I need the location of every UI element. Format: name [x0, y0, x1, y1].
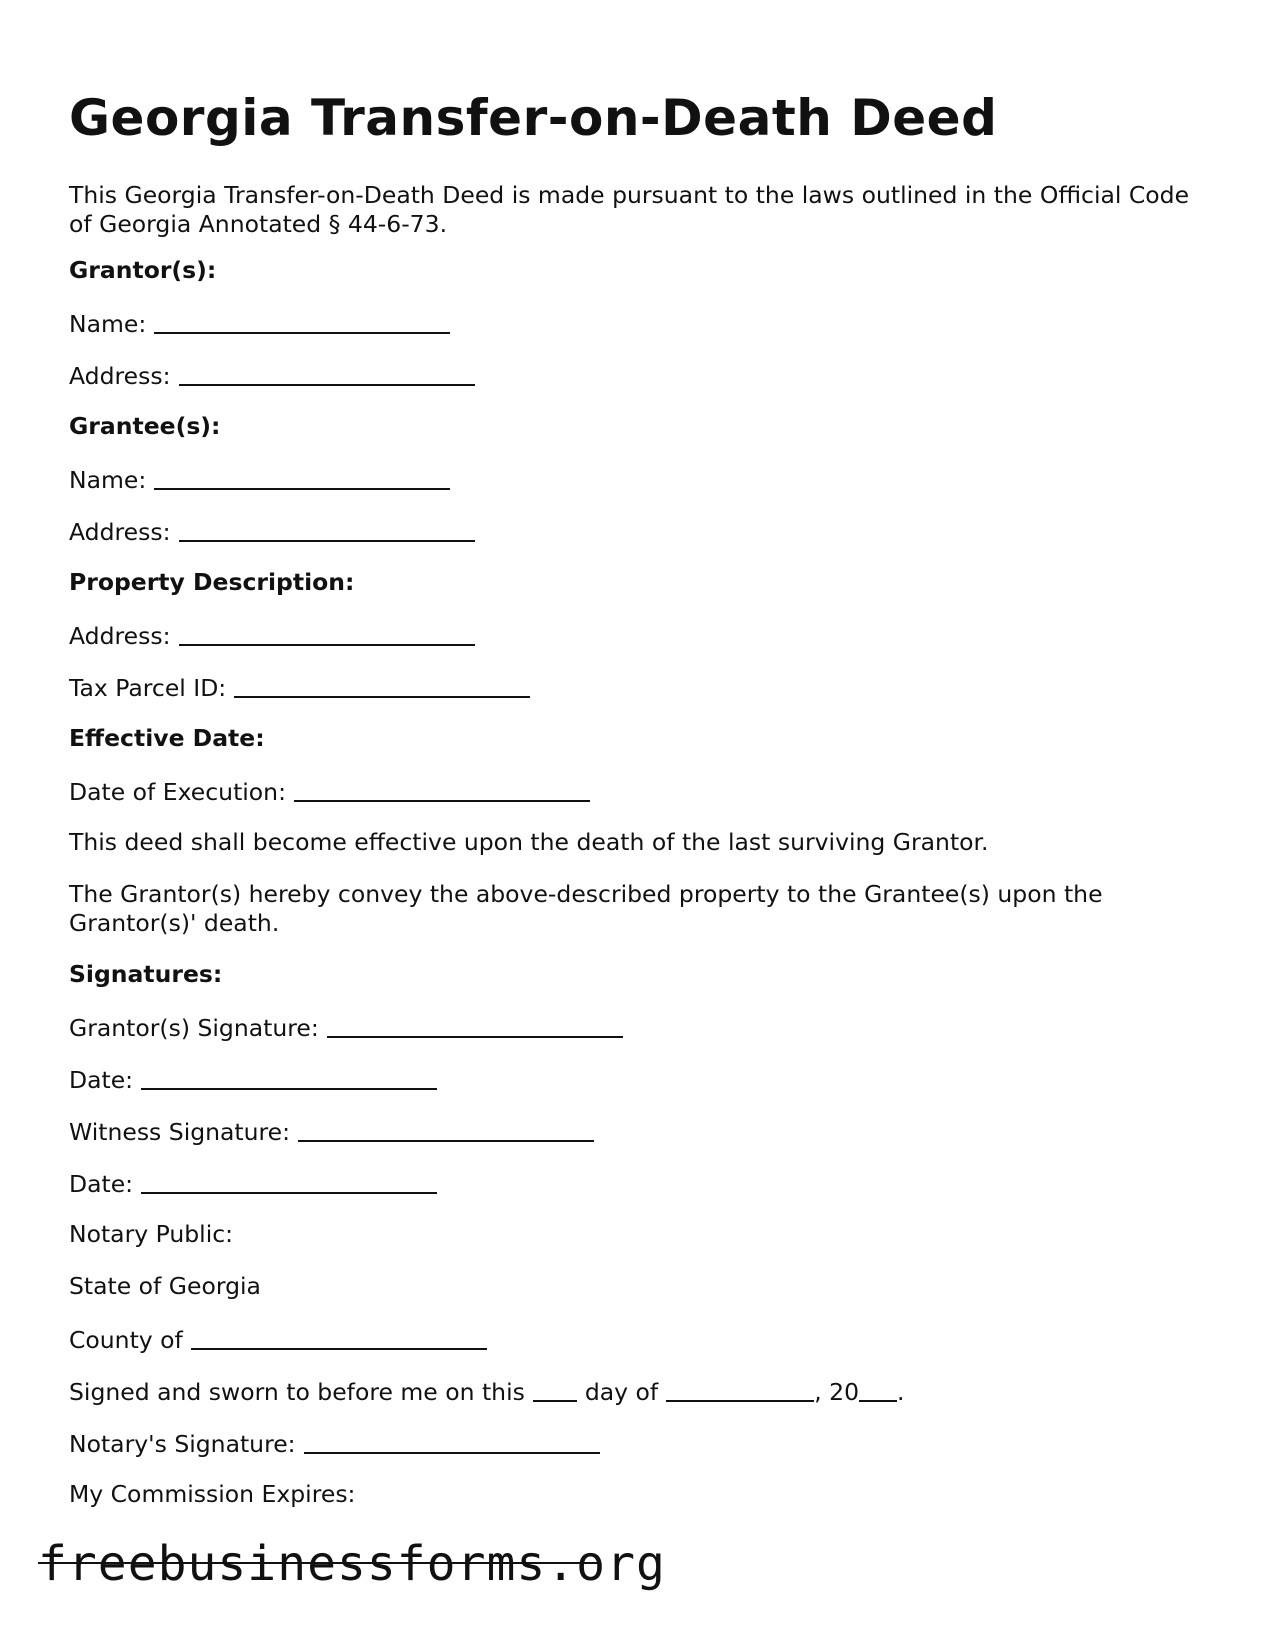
- property-heading: Property Description:: [69, 568, 355, 596]
- convey-statement: The Grantor(s) hereby convey the above-described property to the Grantee(s) upon the Grantor(s)' death.: [69, 880, 1103, 937]
- document-title: Georgia Transfer-on-Death Deed: [69, 89, 998, 147]
- grantee-address-label: Address:: [69, 518, 171, 546]
- tax-parcel-row: [69, 672, 530, 703]
- witness-signature-row: [69, 1116, 594, 1147]
- grantor-name-row: [69, 308, 450, 339]
- sworn-day-text: day of: [584, 1378, 659, 1406]
- county-field[interactable]: [191, 1326, 487, 1350]
- execution-date-label: Date of Execution:: [69, 778, 286, 806]
- site-watermark: [38, 1536, 666, 1592]
- grantee-address-row: [69, 516, 475, 547]
- state-text: State of Georgia: [69, 1272, 261, 1300]
- sworn-month-field[interactable]: [666, 1378, 814, 1402]
- grantor-address-row: [69, 360, 475, 391]
- sworn-row: [69, 1376, 905, 1407]
- county-row: [69, 1324, 487, 1355]
- grantor-name-label: Name:: [69, 310, 147, 338]
- notary-public-label: Notary Public:: [69, 1220, 234, 1248]
- grantor-address-label: Address:: [69, 362, 171, 390]
- witness-signature-label: Witness Signature:: [69, 1118, 291, 1146]
- commission-expires-label: My Commission Expires:: [69, 1480, 356, 1508]
- grantor-signature-field[interactable]: [327, 1014, 623, 1038]
- watermark-text: freebusinessforms.org: [38, 1536, 666, 1592]
- grantor-signature-row: [69, 1012, 623, 1043]
- execution-date-row: [69, 776, 590, 807]
- witness-date-label: Date:: [69, 1170, 134, 1198]
- property-address-label: Address:: [69, 622, 171, 650]
- effective-heading: Effective Date:: [69, 724, 265, 752]
- grantee-name-row: [69, 464, 450, 495]
- sworn-year-field[interactable]: [859, 1378, 897, 1402]
- sworn-day-field[interactable]: [533, 1378, 577, 1402]
- witness-signature-field[interactable]: [298, 1118, 594, 1142]
- execution-date-field[interactable]: [294, 778, 590, 802]
- notary-signature-field[interactable]: [304, 1430, 600, 1454]
- tax-parcel-field[interactable]: [234, 674, 530, 698]
- sworn-prefix: Signed and sworn to before me on this: [69, 1378, 525, 1406]
- notary-signature-label: Notary's Signature:: [69, 1430, 296, 1458]
- tax-parcel-label: Tax Parcel ID:: [69, 674, 227, 702]
- property-address-field[interactable]: [179, 622, 475, 646]
- signatures-heading: Signatures:: [69, 960, 223, 988]
- sworn-suffix: .: [897, 1378, 905, 1406]
- property-address-row: [69, 620, 475, 651]
- grantee-name-field[interactable]: [154, 466, 450, 490]
- notary-signature-row: [69, 1428, 600, 1459]
- sworn-year-prefix: , 20: [814, 1378, 860, 1406]
- witness-date-row: [69, 1168, 437, 1199]
- witness-date-field[interactable]: [141, 1170, 437, 1194]
- intro-paragraph: This Georgia Transfer-on-Death Deed is made pursuant to the laws outlined in the Official Code of Georgia Annotated § 44-6-73.: [69, 181, 1190, 238]
- grantor-date-label: Date:: [69, 1066, 134, 1094]
- grantee-address-field[interactable]: [179, 518, 475, 542]
- grantor-name-field[interactable]: [154, 310, 450, 334]
- grantor-signature-label: Grantor(s) Signature:: [69, 1014, 319, 1042]
- grantor-date-field[interactable]: [141, 1066, 437, 1090]
- county-label: County of: [69, 1326, 183, 1354]
- effective-statement: This deed shall become effective upon the death of the last surviving Grantor.: [69, 828, 989, 856]
- grantee-name-label: Name:: [69, 466, 147, 494]
- grantor-date-row: [69, 1064, 437, 1095]
- grantee-heading: Grantee(s):: [69, 412, 221, 440]
- grantor-address-field[interactable]: [179, 362, 475, 386]
- grantor-heading: Grantor(s):: [69, 256, 217, 284]
